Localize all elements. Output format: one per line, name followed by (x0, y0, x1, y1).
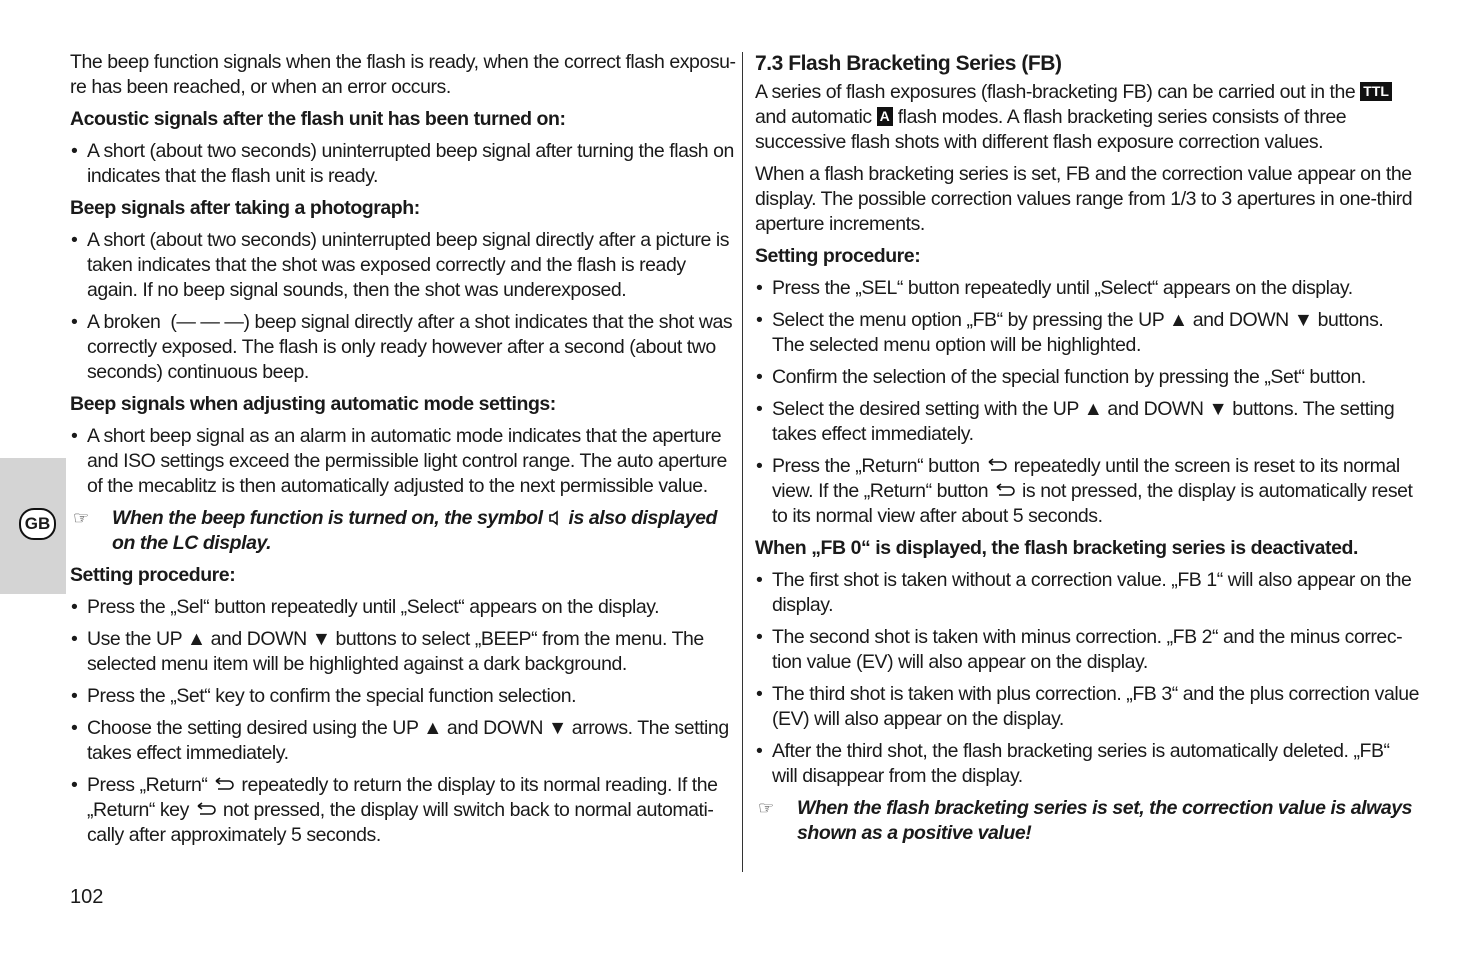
note-text: When the flash bracketing series is set, the correction value is always shown as a positive value! (797, 797, 1413, 844)
list-item (755, 454, 1419, 529)
intro-paragraph (755, 80, 1419, 155)
paragraph-text: A series of flash exposures (flash-bracketing FB) can be carried out in the (755, 81, 1356, 103)
list-item: • A short beep signal as an alarm in automatic mode indicates that the aperture and ISO settings exceed the permissible light control range. The auto aperture of the mecablitz is then automatically adjusted to the next permissible value. (70, 424, 738, 499)
pointing-hand-icon: ☞ (758, 798, 774, 818)
heading-after-photo: Beep signals after taking a photograph: (70, 197, 420, 219)
beep-note (70, 506, 738, 556)
heading-after-turn-on: Acoustic signals after the flash unit has been turned on: (70, 108, 566, 130)
list-item-text: repeatedly to return the display to its normal reading. If the „Return“ key (87, 774, 718, 821)
list-item (70, 773, 738, 848)
paragraph-text: flash modes. A flash bracketing series consists of three successive flash shots with different flash exposure correction values. (755, 106, 1347, 153)
list-item: • The first shot is taken without a correction value. „FB 1“ will also appear on the display. (755, 568, 1419, 618)
return-arrow-icon (194, 802, 218, 818)
list-item: • After the third shot, the flash bracketing series is automatically deleted. „FB“ will disappear from the display. (755, 739, 1419, 789)
left-column (70, 50, 738, 855)
note-text: is also displayed on the LC display. (112, 507, 717, 554)
list-item: • Press the „Set“ key to confirm the special function selection. (70, 684, 738, 709)
list-item: • Confirm the selection of the special function by pressing the „Set“ button. (755, 365, 1419, 390)
return-arrow-icon (993, 483, 1017, 499)
list-item-text: not pressed, the display will switch back to normal automati-cally after approximately 5 seconds. (87, 799, 714, 846)
display-paragraph: When a flash bracketing series is set, FB and the correction value appear on the display. The possible correction values range from 1/3 to 3 apertures in one-third aperture increments. (755, 163, 1413, 235)
intro-paragraph: The beep function signals when the flash is ready, when the correct flash exposu-re has been reached, or when an error occurs. (70, 51, 736, 98)
broken-signal-symbol: (— — —) (170, 311, 250, 333)
list-item: • Choose the setting desired using the UP ▲ and DOWN ▼ arrows. The setting takes effect immediately. (70, 716, 738, 766)
heading-fb-zero: When „FB 0“ is displayed, the flash bracketing series is deactivated. (755, 537, 1358, 559)
list-item: • A short (about two seconds) uninterrupted beep signal after turning the flash on indicates that the flash unit is ready. (70, 139, 738, 189)
language-badge: GB (19, 508, 56, 540)
note-text: When the beep function is turned on, the symbol (112, 507, 543, 529)
list-item: • Use the UP ▲ and DOWN ▼ buttons to select „BEEP“ from the menu. The selected menu item will be highlighted against a dark background. (70, 627, 738, 677)
page-number: 102 (70, 886, 104, 908)
list-item: • The second shot is taken with minus correction. „FB 2“ and the minus correc-tion value (EV) will also appear on the display. (755, 625, 1419, 675)
list-item-text: beep signal directly after a shot indicates that the shot was correctly exposed. The flash is only ready however after a second (about two seconds) continuous beep. (87, 311, 733, 383)
right-column (755, 50, 1419, 853)
heading-setting-procedure: Setting procedure: (755, 245, 921, 267)
bracketing-note (755, 796, 1419, 846)
list-item-text: repeatedly until the screen is reset to its normal view. If the „Return“ button (772, 455, 1400, 502)
list-item: • Press the „Sel“ button repeatedly until „Select“ appears on the display. (70, 595, 738, 620)
auto-mode-list (70, 424, 738, 499)
section-title: 7.3 Flash Bracketing Series (FB) (755, 52, 1062, 75)
after-photo-list (70, 228, 738, 385)
list-item: • Select the desired setting with the UP ▲ and DOWN ▼ buttons. The setting takes effect immediately. (755, 397, 1419, 447)
pointing-hand-icon: ☞ (73, 508, 89, 528)
return-arrow-icon (985, 458, 1009, 474)
list-item: • Press the „SEL“ button repeatedly until „Select“ appears on the display. (755, 276, 1419, 301)
ttl-mode-badge: TTL (1360, 82, 1392, 101)
list-item: • The third shot is taken with plus correction. „FB 3“ and the plus correction value (EV) will also appear on the display. (755, 682, 1419, 732)
list-item: • Select the menu option „FB“ by pressing the UP ▲ and DOWN ▼ buttons. The selected menu option will be highlighted. (755, 308, 1419, 358)
setting-procedure-list (70, 595, 738, 848)
fb-shots-list (755, 568, 1419, 789)
list-item-text: Press „Return“ (87, 774, 208, 796)
list-item-text: is not pressed, the display is automatically reset to its normal view after about 5 seconds. (772, 480, 1413, 527)
list-item-text: Press the „Return“ button (772, 455, 980, 477)
return-arrow-icon (212, 777, 236, 793)
speaker-icon (548, 510, 564, 526)
auto-mode-badge: A (877, 107, 893, 126)
list-item (70, 310, 738, 385)
list-item: • A short (about two seconds) uninterrupted beep signal directly after a picture is taken indicates that the shot was exposed correctly and the flash is ready again. If no beep signal sounds, then the shot was underexposed. (70, 228, 738, 303)
column-divider (742, 52, 743, 872)
paragraph-text: and automatic (755, 106, 872, 128)
heading-setting-procedure: Setting procedure: (70, 564, 236, 586)
setting-procedure-list (755, 276, 1419, 529)
list-item-text: A broken (87, 311, 161, 333)
heading-auto-mode: Beep signals when adjusting automatic mode settings: (70, 393, 556, 415)
turn-on-list (70, 139, 738, 189)
